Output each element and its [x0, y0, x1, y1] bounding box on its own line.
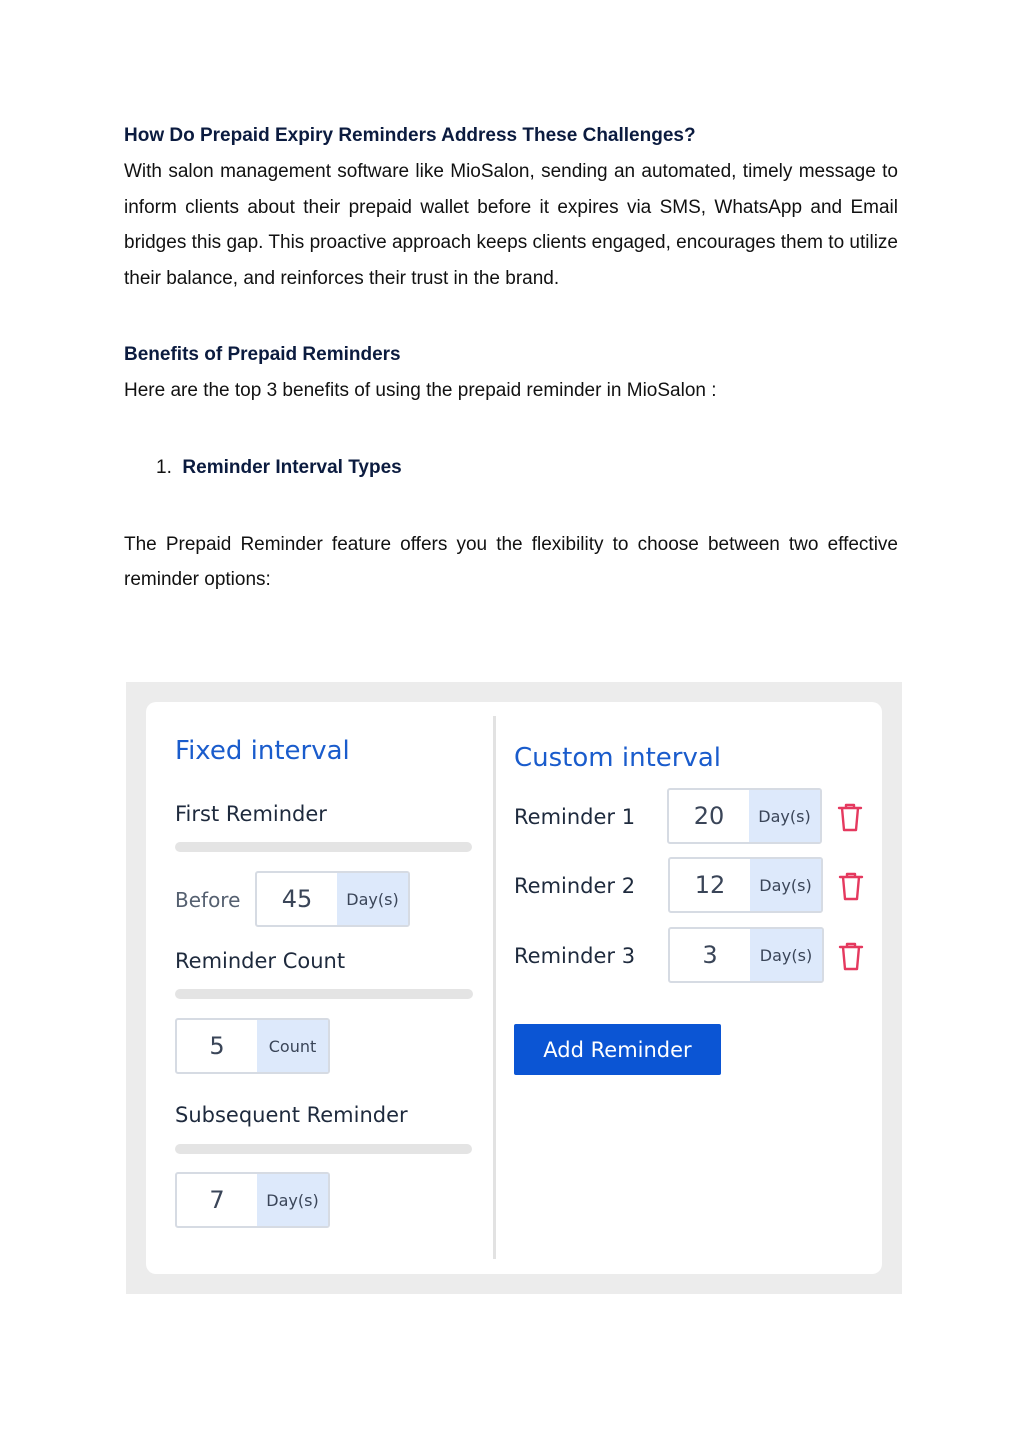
- before-label: Before: [175, 888, 241, 912]
- reminder-2-unit: Day(s): [750, 859, 821, 911]
- reminder-1-label: Reminder 1: [514, 805, 636, 829]
- paragraph-intro: With salon management software like MioSalon, sending an automated, timely message to inform clients about their prepaid wallet before it expires via SMS, WhatsApp and Email bridges this gap. This proactive approach keeps clients engaged, encourages them to utilize their balance, and reinforces their trust in the brand.: [124, 161, 898, 289]
- reminder-3-unit: Day(s): [750, 929, 822, 981]
- subsequent-reminder-bar: [175, 1144, 472, 1154]
- reminder-1-unit: Day(s): [749, 790, 820, 842]
- first-reminder-bar: [175, 842, 472, 852]
- trash-icon[interactable]: [838, 871, 864, 901]
- document-body: [124, 118, 898, 598]
- reminder-2-value: 12: [694, 871, 726, 899]
- column-divider: [493, 716, 496, 1259]
- list-number: 1.: [156, 456, 172, 478]
- trash-icon[interactable]: [837, 802, 863, 832]
- subsequent-days-unit: Day(s): [257, 1174, 328, 1226]
- reminder-3-value: 3: [702, 941, 718, 969]
- custom-interval-title: Custom interval: [514, 743, 721, 773]
- subsequent-reminder-label: Subsequent Reminder: [175, 1103, 408, 1127]
- list-label: Reminder Interval Types: [182, 456, 402, 478]
- subsequent-days-value: 7: [209, 1186, 225, 1214]
- reminder-count-label: Reminder Count: [175, 949, 346, 973]
- reminder-count-field[interactable]: [175, 1018, 330, 1074]
- reminder-1-field[interactable]: [667, 788, 822, 844]
- reminder-1-value: 20: [693, 802, 725, 830]
- reminder-3-label: Reminder 3: [514, 944, 636, 968]
- paragraph-benefits: Here are the top 3 benefits of using the prepaid reminder in MioSalon :: [124, 380, 717, 401]
- before-days-field[interactable]: [255, 871, 410, 927]
- first-reminder-label: First Reminder: [175, 802, 327, 826]
- reminder-2-label: Reminder 2: [514, 874, 636, 898]
- reminder-count-value: 5: [209, 1032, 225, 1060]
- reminder-count-bar: [175, 989, 473, 999]
- reminder-count-unit: Count: [257, 1020, 328, 1072]
- before-days-value: 45: [281, 885, 313, 913]
- list-item-1: [156, 450, 898, 486]
- trash-icon[interactable]: [838, 941, 864, 971]
- paragraph-options: The Prepaid Reminder feature offers you the flexibility to choose between two effective reminder options:: [124, 533, 898, 590]
- heading-challenges: How Do Prepaid Expiry Reminders Address These Challenges?: [124, 125, 696, 146]
- reminder-settings-figure: [126, 682, 902, 1294]
- reminder-2-field[interactable]: [668, 857, 823, 913]
- before-days-unit: Day(s): [337, 873, 408, 925]
- heading-benefits: Benefits of Prepaid Reminders: [124, 344, 401, 365]
- reminder-card: [146, 702, 882, 1274]
- add-reminder-button[interactable]: Add Reminder: [514, 1024, 721, 1075]
- fixed-interval-title: Fixed interval: [175, 736, 350, 766]
- subsequent-days-field[interactable]: [175, 1172, 330, 1228]
- reminder-3-field[interactable]: [668, 927, 824, 983]
